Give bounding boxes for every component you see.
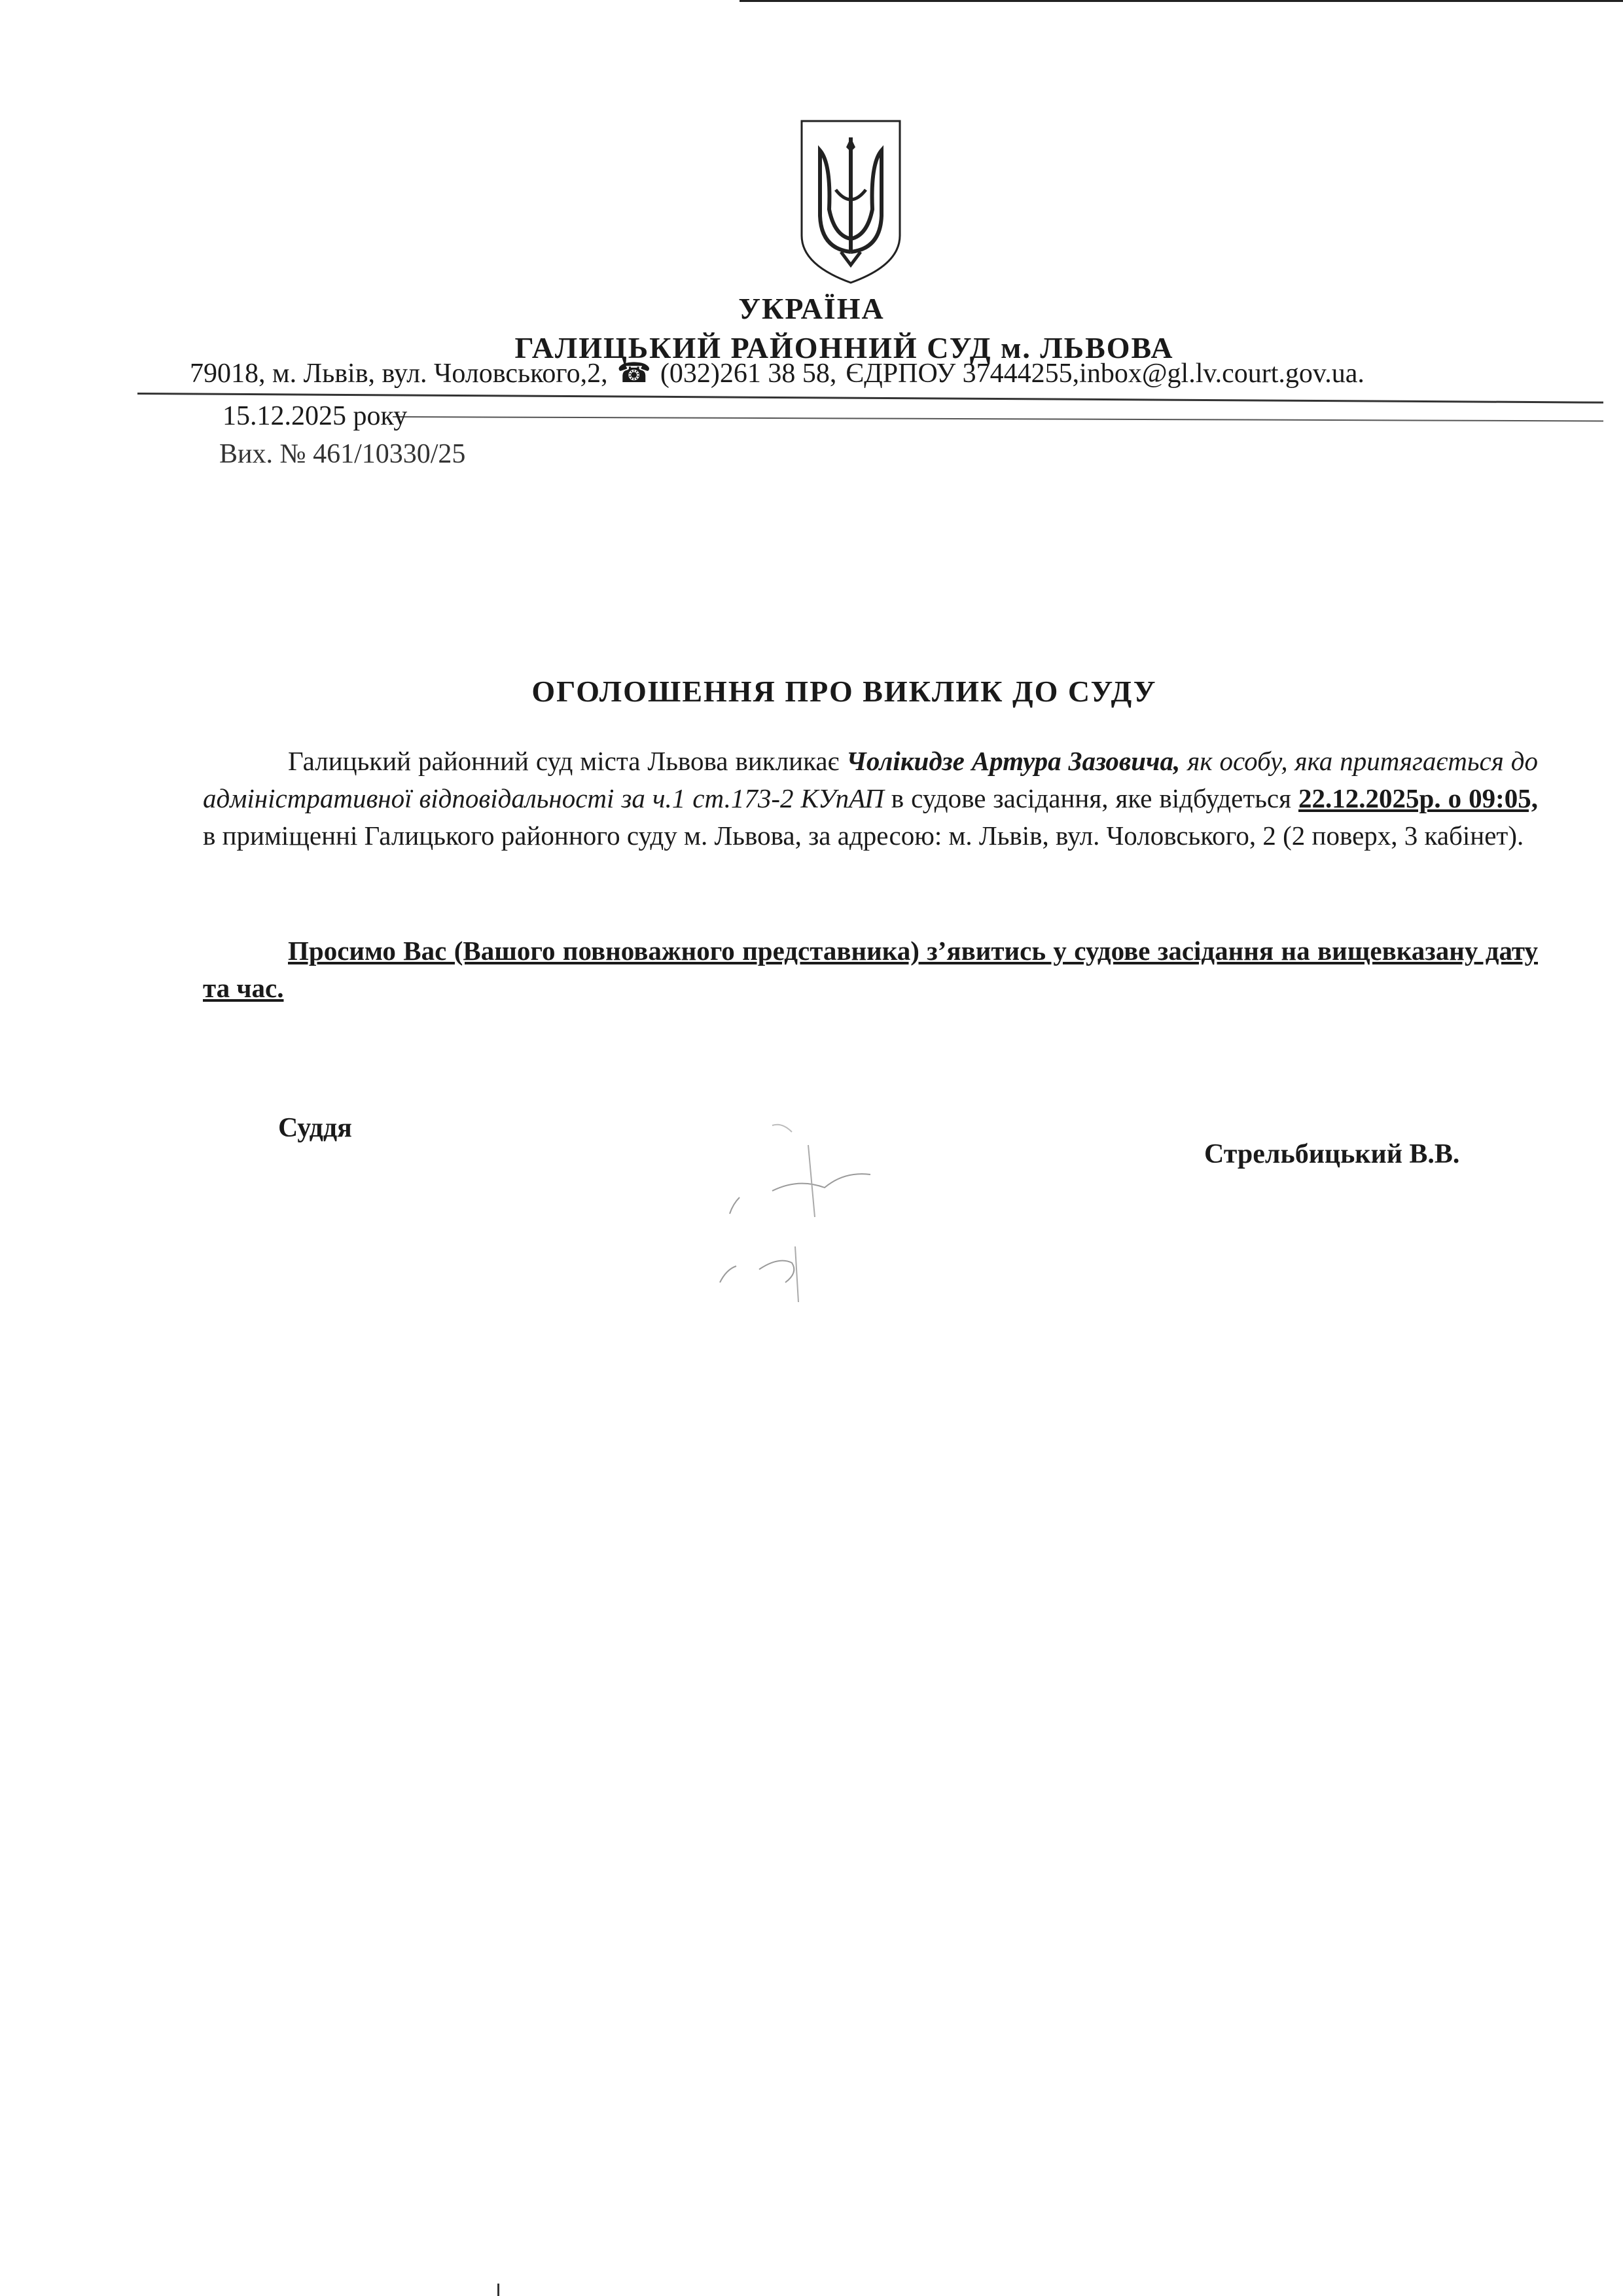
summons-mid: в судове засідання, яке відбудеться: [883, 783, 1299, 813]
document-title: ОГОЛОШЕННЯ ПРО ВИКЛИК ДО СУДУ: [531, 675, 1157, 708]
court-contacts: [190, 357, 1603, 389]
scan-mark: [497, 2284, 499, 2296]
scan-edge-line: [740, 0, 1623, 2]
court-edrpou-email: ЄДРПОУ 37444255,inbox@gl.lv.court.gov.ua.: [846, 359, 1364, 389]
phone-icon: ☎: [616, 359, 651, 389]
judge-name: Стрельбицький В.В.: [1204, 1139, 1460, 1169]
appearance-request-text: Просимо Вас (Вашого повноважного представника) з’явитись у судове засідання на вищевказану дату та час.: [203, 936, 1538, 1003]
court-phone: (032)261 38 58,: [660, 359, 837, 389]
outgoing-number: Вих. № 461/10330/25: [219, 439, 466, 469]
court-heading: ГАЛИЦЬКИЙ РАЙОННИЙ СУД м. ЛЬВОВА: [514, 331, 1174, 364]
summoned-person: Чолікидзе Артура Зазовича,: [846, 746, 1181, 776]
hearing-datetime: 22.12.2025р. о 09:05,: [1298, 783, 1539, 813]
summons-paragraph: [203, 743, 1538, 855]
summons-intro: Галицький районний суд міста Львова викликає: [288, 746, 847, 776]
legal-basis: як особу, яка притягається до адміністративної відповідальності за ч.1 ст.173-2 КУпАП: [203, 746, 1538, 813]
hearing-location: в приміщенні Галицького районного суду м. Львова, за адресою: м. Львів, вул. Чоловського, 2 (2 поверх, 3 кабінет).: [203, 821, 1524, 851]
header-divider-secondary: [393, 416, 1603, 421]
court-address: 79018, м. Львів, вул. Чоловського,2,: [190, 359, 608, 389]
document-date: 15.12.2025 року: [223, 401, 408, 431]
country-heading: УКРАЇНА: [738, 292, 885, 325]
handwritten-signature: [674, 1106, 936, 1315]
judge-label: Суддя: [278, 1113, 352, 1143]
appearance-request: [203, 932, 1538, 1007]
trident-emblem-icon: [795, 111, 906, 288]
